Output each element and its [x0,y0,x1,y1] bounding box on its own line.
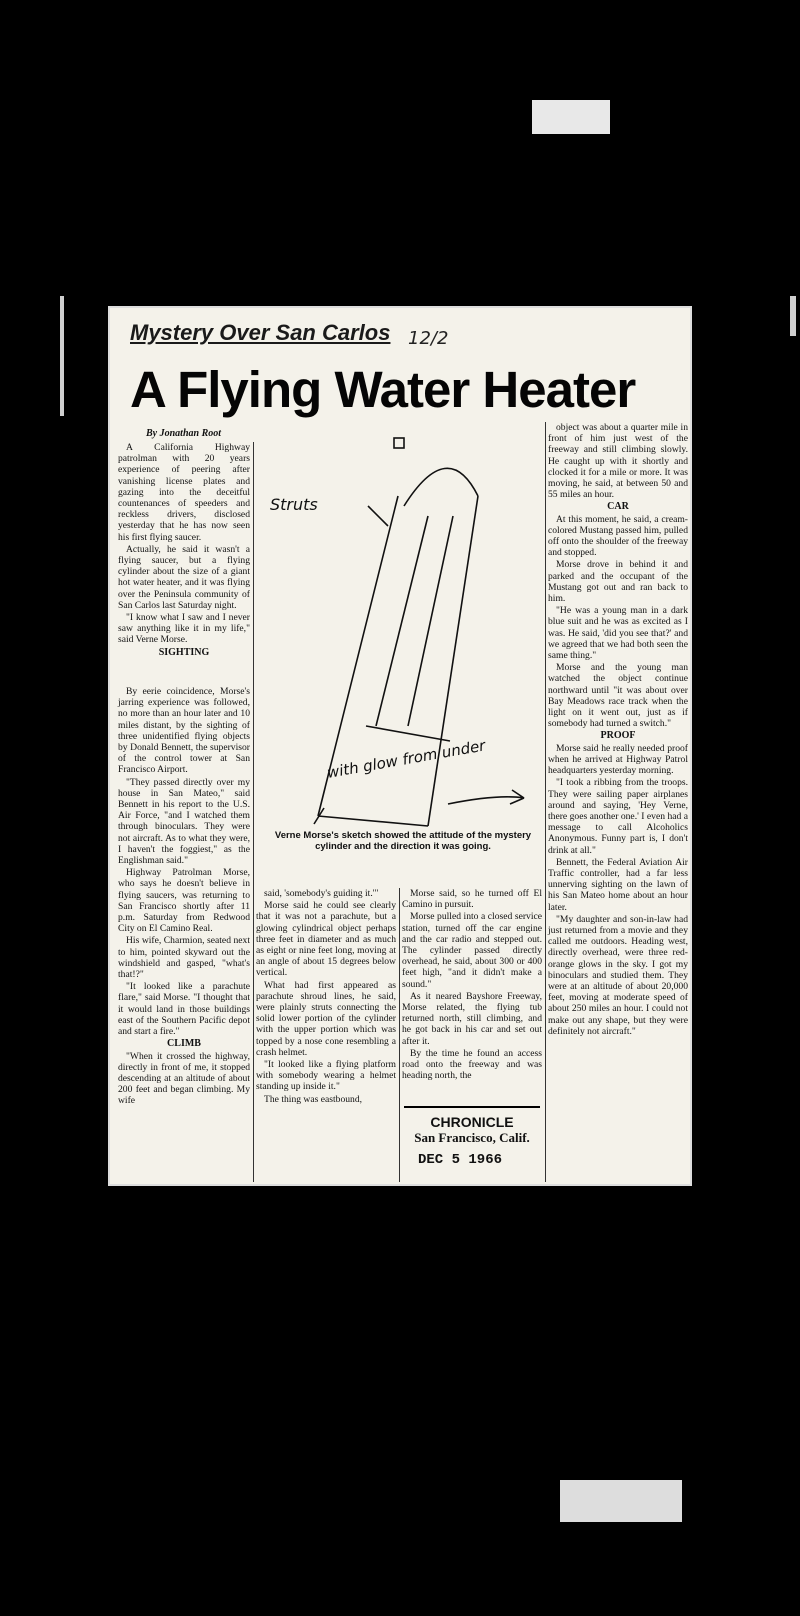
paragraph: Morse said he really needed proof when he arrived at Highway Patrol headquarters yesterday morning. [548,742,688,777]
byline: By Jonathan Root [146,428,222,439]
paragraph: As it neared Bayshore Freeway, Morse related, the flying tub returned north, still climbing, and he got back in his car and set out after it. [402,990,542,1047]
column-2 [256,888,396,1106]
paragraph: said, 'somebody's guiding it.'" [264,888,379,899]
paragraph: "It looked like a flying platform with somebody wearing a helmet standing up inside it." [256,1059,396,1093]
sketch-caption: Verne Morse's sketch showed the attitude of the mystery cylinder and the direction it was going. [274,830,532,852]
source-city: San Francisco, Calif. [414,1130,530,1145]
archive-stamp-bottom [560,1480,682,1522]
subhead-car: CAR [607,501,629,513]
paragraph: Morse said, so he turned off El Camino in pursuit. [402,888,542,911]
paragraph: Highway Patrolman Morse, who says he doesn't believe in flying saucers, was returning to San Francisco shortly after 11 p.m. Saturday from Redwood City on El Camino Real. [118,867,250,935]
strut [408,516,453,726]
subhead-sighting: SIGHTING [158,646,210,658]
nose-cone [404,468,478,506]
paragraph: At this moment, he said, a cream-colored Mustang passed him, pulled off onto the shoulder of the freeway and stopped. [548,513,688,559]
scan-edge-right [790,296,796,336]
paragraph: object was about a quarter mile in front of him just west of the freeway and still climbing slowly. He caught up with it shortly and clocked it for a mile or more. It was moving, he said, at between 50 and 55 miles an hour. [548,422,688,501]
paragraph: "When it crossed the highway, directly in front of me, it stopped descending at an altitude of about 200 feet and began climbing. My wife [118,1050,250,1107]
subhead-climb: CLIMB [167,1038,201,1050]
paragraph: Actually, he said it wasn't a flying saucer, but a flying cylinder about the size of a giant hot water heater, and it was flying over the Peninsula community of San Carlos last Saturday night. [118,543,250,611]
paragraph: Morse drove in behind it and parked and the occupant of the Mustang got out and ran back to him. [548,559,688,605]
struts-label: Struts [270,495,318,514]
subhead-proof: PROOF [600,730,636,742]
column-1-continued [118,686,250,1108]
source-paper: CHRONICLE [430,1114,514,1130]
cylinder-base [318,816,428,826]
glow-label: with glow from under [325,736,487,782]
column-3 [402,888,542,1082]
paragraph: "I know what I saw and I never saw anything like it in my life," said Verne Morse. [118,612,250,646]
paragraph: By eerie coincidence, Morse's jarring experience was followed, no more than an hour later and 10 miles distant, by the sighting of three unidentified flying objects by Donald Bennett, the supervisor of the control tower at San Francisco Airport. [118,686,250,776]
lower-portion-divider [366,726,450,741]
headline: A Flying Water Heater [130,361,636,418]
paragraph: A California Highway patrolman with 20 years experience of peering after vanishing license plates and gazing into the deceitful countenances of speeders and reckless drivers, disclosed yesterday that he has now seen his first flying saucer. [118,442,250,543]
paragraph: Morse pulled into a closed service station, turned off the car engine and the car radio and stepped out. The cylinder passed directly overhead, he said, about 300 or 400 feet high, "and it didn't make a sound." [402,911,542,990]
newspaper-clipping [108,306,692,1186]
archive-stamp-top [532,100,610,134]
direction-arrow [448,790,524,804]
paragraph: "My daughter and son-in-law had just returned from a movie and they called me outdoors. Heading west, directly overhead, were three red-orange glows in the sky. I got my binoculars and studied them. They were at an altitude of about 20,000 feet, moving at moderate speed of about 250 miles an hour. I could not make out any shape, but they were definitely not aircraft." [548,913,688,1037]
nose-tip [394,438,404,448]
paragraph: "He was a young man in a dark blue suit and he was as excited as I was. He said, 'did you see that?' and we agreed that we had both seen the same thing." [548,605,688,662]
source-stamp [404,1106,540,1180]
strut [376,516,428,726]
column-rule [545,422,546,1182]
source-date: DEC 5 1966 [418,1152,503,1168]
kicker: Mystery Over San Carlos [130,320,391,345]
cylinder-right-edge [428,496,478,826]
column-4 [548,422,688,1038]
scan-edge-left [60,296,64,416]
paragraph: His wife, Charmion, seated next to him, pointed skyward out the windshield and gasped, "what's that!?" [118,935,250,981]
paragraph: "They passed directly over my house in San Mateo," said Bennett in his report to the U.S. Air Force, "and I watched them through binoculars. They were not aircraft. As to what they were, I haven't the foggiest," as the Englishman said." [118,776,250,867]
paragraph: "It looked like a parachute flare," said Morse. "I thought that it would land in those buildings east of the Southern Pacific depot and start a fire." [118,981,250,1038]
column-rule [253,442,254,1182]
paragraph: Morse and the young man watched the object continue northward until "it was about over Bay Meadows race track when the light on it went out, just as if somebody had turned a switch." [548,662,688,730]
column-1 [118,442,250,659]
paragraph: By the time he found an access road onto the freeway and was heading north, the [402,1047,542,1082]
paragraph: Bennett, the Federal Aviation Air Traffic controller, had a far less unnerving sighting on the lawn of his San Mateo home about an hour later. [548,856,688,913]
handwritten-date: 12/2 [408,328,449,349]
paragraph: What had first appeared as parachute shroud lines, he said, were plainly struts connecting the solid lower portion of the cylinder with the upper portion which was topped by a nose cone resembling a crash helmet. [256,979,396,1058]
cylinder-sketch [258,426,544,846]
paragraph: Morse said he could see clearly that it was not a parachute, but a glowing cylindrical object perhaps three feet in diameter and as much as eight or nine feet long, moving at an angle of about 15 degrees below vertical. [256,900,396,979]
column-rule [399,888,400,1182]
paragraph: The thing was eastbound, [264,1093,363,1105]
paragraph: "I took a ribbing from the troops. They were sailing paper airplanes around and saying, 'Hey Verne, there goes another one.' I even had a message to call Alcoholics Anonymous. Funny part is, I don't drink at all." [548,777,688,856]
